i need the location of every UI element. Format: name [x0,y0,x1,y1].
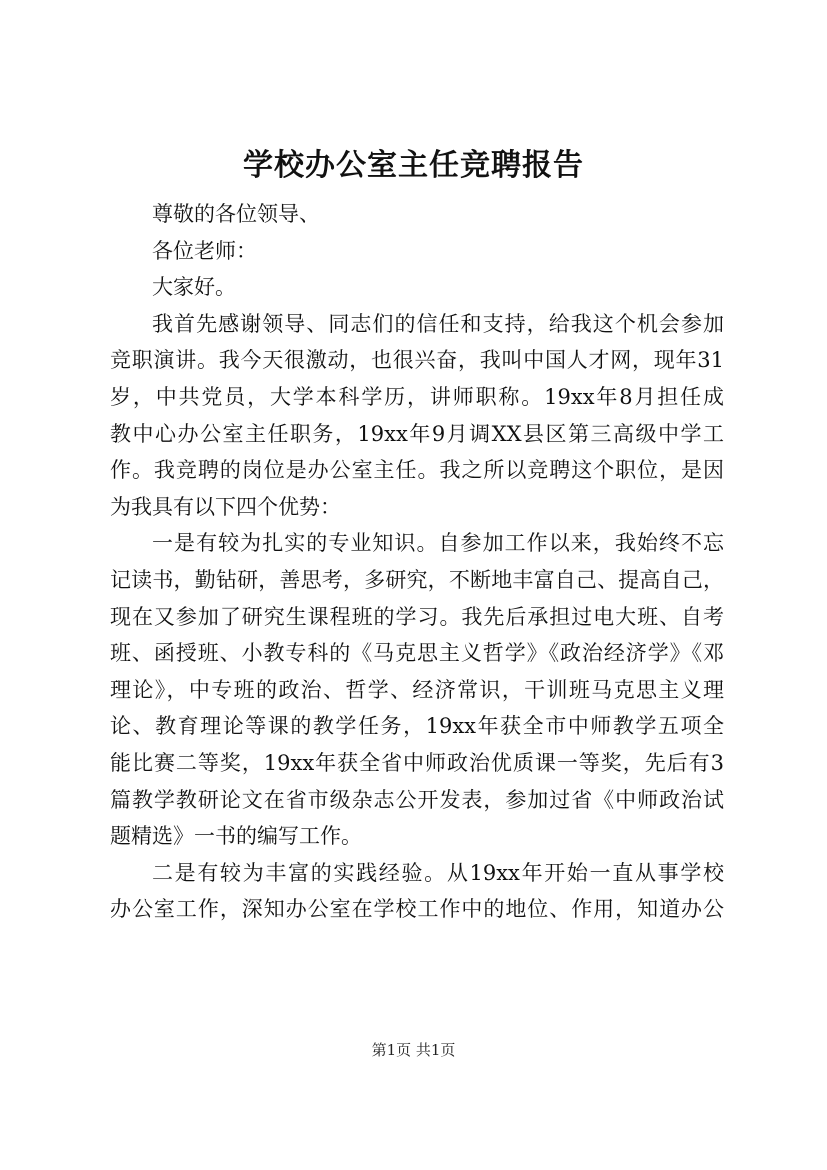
text-line: 现在又参加了研究生课程班的学习。我先后承担过电大班、自考 [110,604,724,629]
text-line: 论、教育理论等课的教学任务，19xx年获全市中师教学五项全 [110,714,724,739]
document-body [110,196,724,928]
document-title: 学校办公室主任竞聘报告 [243,148,584,183]
text-line: 班、函授班、小教专科的《马克思主义哲学》《政治经济学》《邓 [110,641,724,666]
text-line: 一是有较为扎实的专业知识。自参加工作以来，我始终不忘 [152,531,724,556]
text-line: 我首先感谢领导、同志们的信任和支持，给我这个机会参加 [152,311,724,336]
text-line: 尊敬的各位领导、 [152,202,320,226]
text-line: 竞职演讲。我今天很激动，也很兴奋，我叫中国人才网，现年31 [110,348,724,373]
text-line: 二是有较为丰富的实践经验。从19xx年开始一直从事学校 [152,860,724,885]
text-line: 作。我竞聘的岗位是办公室主任。我之所以竞聘这个职位，是因 [110,458,724,483]
text-line: 办公室工作，深知办公室在学校工作中的地位、作用，知道办公 [110,897,724,922]
text-line: 各位老师： [152,238,257,263]
text-line: 理论》，中专班的政治、哲学、经济常识，干训班马克思主义理 [110,677,724,702]
text-line: 为我具有以下四个优势： [110,494,341,519]
text-line: 岁，中共党员，大学本科学历，讲师职称。19xx年8月担任成 [110,384,724,409]
text-line: 能比赛二等奖，19xx年获全省中师政治优质课一等奖，先后有3 [110,750,724,775]
text-line: 题精选》一书的编写工作。 [110,824,362,849]
text-line: 教中心办公室主任职务，19xx年9月调XX县区第三高级中学工 [110,421,724,446]
text-line: 大家好。 [152,275,236,300]
text-line: 记读书，勤钻研，善思考，多研究，不断地丰富自己、提高自己， [110,567,724,592]
page-indicator: 第1页 共1页 [371,1041,456,1059]
text-line: 篇教学教研论文在省市级杂志公开发表，参加过省《中师政治试 [110,787,724,812]
